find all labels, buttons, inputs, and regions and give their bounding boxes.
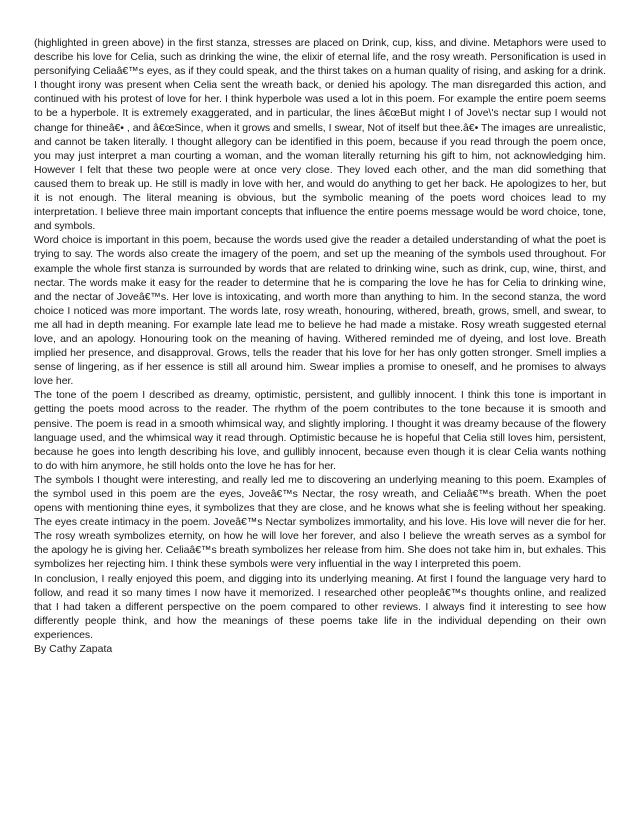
paragraph-word-choice: Word choice is important in this poem, because the words used give the reader a detailed understanding of what the poet is trying to say. The words also create the imagery of the poem, and set up the meaning of the symbols used throughout. For example the whole first stanza is surrounded by words that are related to drinking wine, such as drink, cup, wine, thirst, and nectar. The words make it easy for the reader to determine that he is comparing the love he has for Celia to drinking wine, and the nectar of Joveâ€™s. Her love is intoxicating, and worth more than anything to him. In the second stanza, the word choice I noticed was more important. The words late, rosy wreath, honouring, withered, breath, grows, smell, and swear, to me all had in depth meaning. For example late lead me to believe he had made a mistake. Rosy wreath suggested eternal love, and an apology. Honouring took on the meaning of having. Withered reminded me of dyeing, and lost love. Breath implied her presence, and disapproval. Grows, tells the reader that his love for her has only gotten stronger. Smell implies a sense of lingering, as if her essence is still all around him. Swear implies a promise to oneself, and he promises to always love her. [34, 234, 606, 388]
paragraph-symbols: The symbols I thought were interesting, and really led me to discovering an underlying meaning to this poem. Examples of the symbol used in this poem are the eyes, Joveâ€™s Nectar, the rosy wreath, and Celiaâ€™s breath. When the poet opens with mentioning thine eyes, it symbolizes that they are close, and he knows what she is feeling without her speaking. The eyes create intimacy in the poem. Joveâ€™s Nectar symbolizes immortality, and his love. His love will never die for her. The rosy wreath symbolizes eternity, on how he will love her forever, and also I believe the wreath serves as a symbol for the apology he is giving her. Celiaâ€™s breath symbolizes her release from him. She does not take him in, but exhales. This symbolizes her rejecting him. I think these symbols were very influential in the way I interpreted this poem. [34, 473, 606, 571]
paragraph-literary-devices: (highlighted in green above) in the first stanza, stresses are placed on Drink, cup, kiss, and divine. Metaphors were used to describe his love for Celia, such as drinking the wine, the elixir of eternal life, and the rosy wreath. Personification is used in personifying Celiaâ€™s eyes, as if they could speak, and the thirst takes on a human quality of rising, and asking for a drink. I thought irony was present when Celia sent the wreath back, or denied his apology. The man disregarded this action, and continued with his protest of love for her. I think hyperbole was used a lot in this poem. For example the entire poem seems to be a hyperbole. It is extremely exaggerated, and in particular, the lines â€œBut might I of Jove\'s nectar sup I would not change for thineâ€• , and â€œSince, when it grows and smells, I swear, Not of itself but thee.â€• The images are unrealistic, and cannot be taken literally. I thought allegory can be identified in this poem, because if you read through the poem once, you may just interpret a man courting a woman, and the woman literally returning his gift to him, not acknowledging him. However I felt that these two people were at once very close. They loved each other, and the man did something that caused them to break up. He still is madly in love with her, and would do anything to get her back. He apologizes to her, but it is not enough. The literal meaning is obvious, but the symbolic meaning of the poets word choices lead to my interpretation. I believe three main important concepts that influence the entire poems message would be word choice, tone, and symbols. [34, 37, 606, 233]
author-signature: By Cathy Zapata [34, 643, 113, 656]
paragraph-tone: The tone of the poem I described as dreamy, optimistic, persistent, and gullibly innocent. I think this tone is important in getting the poets mood across to the reader. The rhythm of the poem contributes to the tone because it is smooth and pensive. The poem is read in a smooth whimsical way, and slightly imploring. I thought it was dreamy because of the flowery language used, and the whimsical way it read through. Optimistic because he is hopeful that Celia still loves him, persistent, because he goes into length describing his love, and gullibly innocent, because even though it is clear Celia wants nothing to do with him anymore, he still holds onto the love he has for her. [34, 389, 606, 472]
paragraph-conclusion: In conclusion, I really enjoyed this poem, and digging into its underlying meaning. At first I found the language very hard to follow, and read it so many times I now have it memorized. I researched other peopleâ€™s thoughts online, and realized that I had taken a different perspective on the poem compared to other reviews. I always find it interesting to see how differently people think, and how the meanings of these poems take life in the individual depending on their own experiences. [34, 572, 606, 641]
